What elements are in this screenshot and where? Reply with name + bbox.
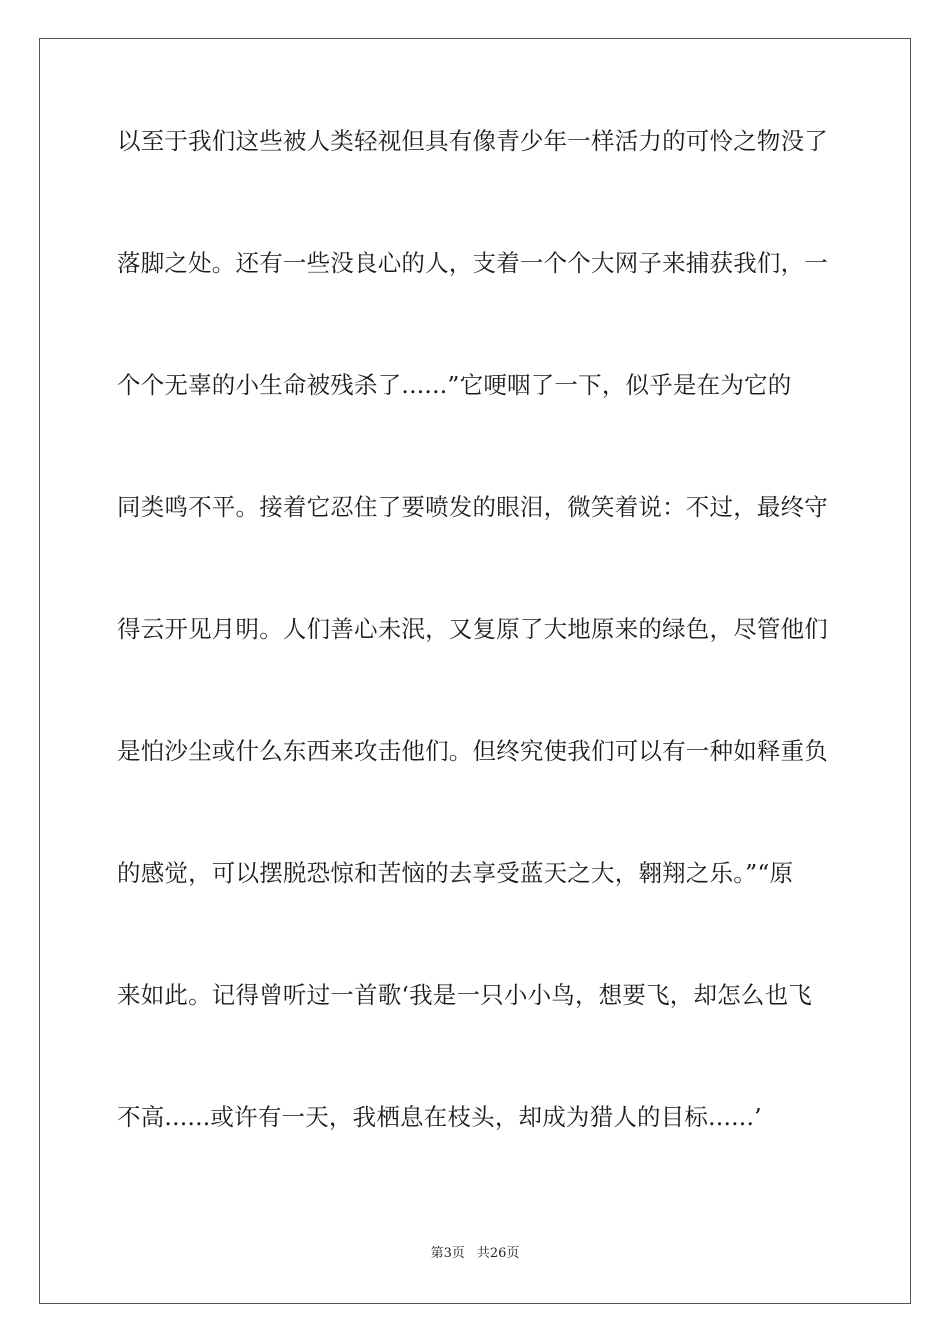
- body-text: [117, 126, 835, 1224]
- text-line-7: 的感觉，可以摆脱恐惊和苦恼的去享受蓝天之大，翱翔之乐。”“原: [117, 859, 794, 887]
- text-line-3: 个个无辜的小生命被残杀了......”它哽咽了一下，似乎是在为它的: [117, 371, 792, 399]
- text-line-5: 得云开见月明。人们善心未泯，又复原了大地原来的绿色，尽管他们: [117, 615, 828, 643]
- page-number: 第3页: [430, 1246, 465, 1261]
- text-line-2: 落脚之处。还有一些没良心的人，支着一个个大网子来捕获我们，一: [117, 249, 828, 277]
- text-line-8: 来如此。记得曾听过一首歌‘我是一只小小鸟，想要飞，却怎么也飞: [117, 981, 812, 1009]
- text-line-4: 同类鸣不平。接着它忍住了要喷发的眼泪，微笑着说：不过，最终守: [117, 493, 828, 521]
- text-line-9: 不高......或许有一天，我栖息在枝头，却成为猎人的目标......’: [117, 1103, 762, 1131]
- total-pages: 共26页: [476, 1246, 520, 1261]
- text-line-1: 以至于我们这些被人类轻视但具有像青少年一样活力的可怜之物没了: [117, 127, 828, 155]
- text-line-6: 是怕沙尘或什么东西来攻击他们。但终究使我们可以有一种如释重负: [117, 737, 828, 765]
- page-footer: [0, 1245, 950, 1263]
